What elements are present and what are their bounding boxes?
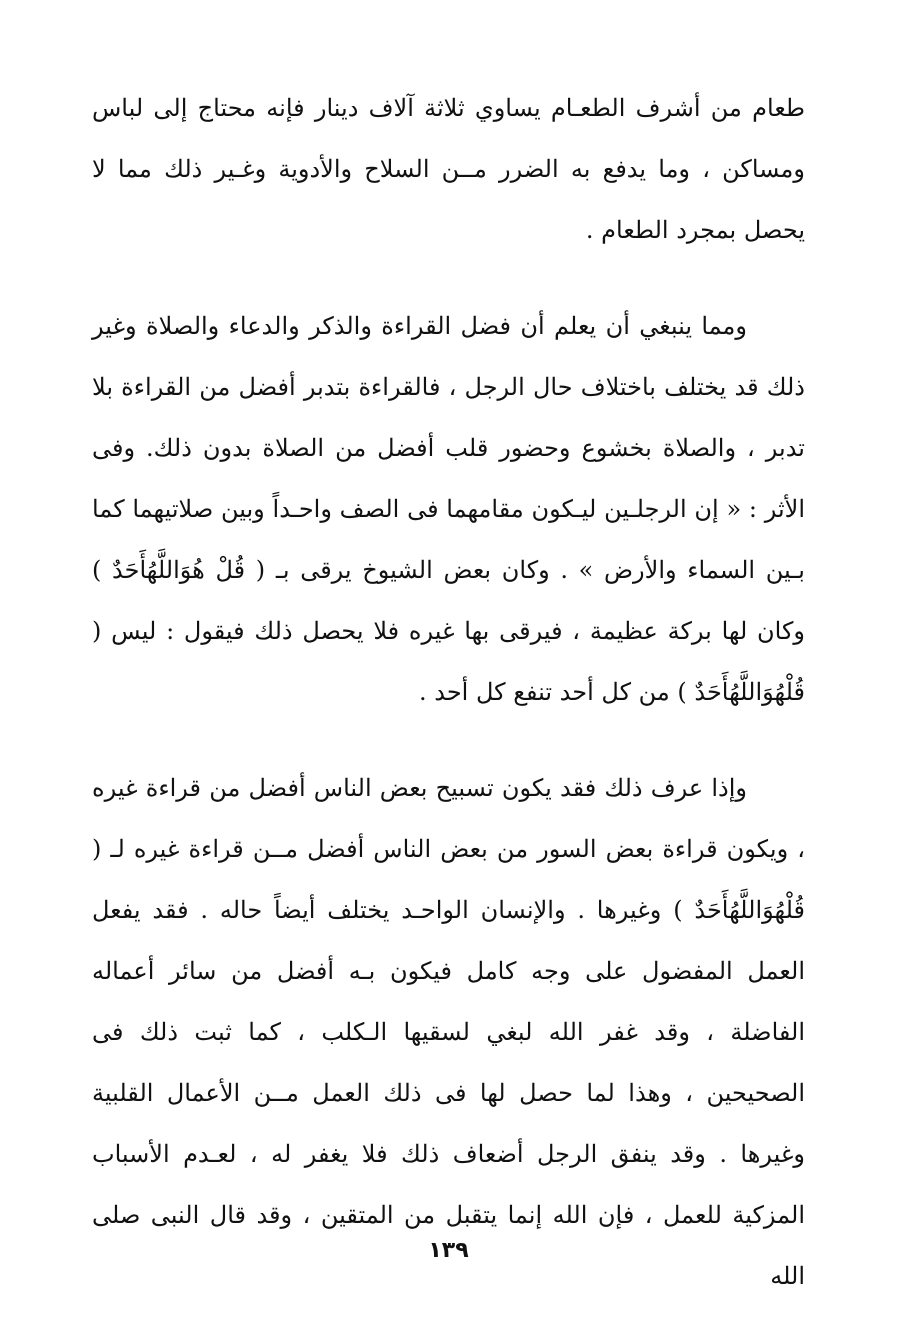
paragraph-2: ومما ينبغي أن يعلم أن فضل القراءة والذكر والدعاء والصلاة وغير ذلك قد يختلف باختلاف حال الرجل ، فالقراءة بتدبر أفضل من القراءة بلا تدبر ، والصلاة بخشوع وحضور قلب أفضل من الصلاة بدون ذلك. وفى الأثر : « إن الرجلـين ليـكون مقامهما فى الصف واحـداً وبين صلاتيهما كما بـين السماء والأرض » . وكان بعض الشيوخ يرقى بـ ( قُلْ هُوَاللَّهُأَحَدٌ ) وكان لها بركة عظيمة ، فيرقى بها غيره فلا يحصل ذلك فيقول : ليس ( قُلْهُوَاللَّهُأَحَدٌ ) من كل أحد تنفع كل أحد . [92, 312, 805, 706]
page-body [92, 78, 805, 1307]
paragraph-1: طعام من أشرف الطعـام يساوي ثلاثة آلاف دينار فإنه محتاج إلى لباس ومساكن ، وما يدفع به الضرر مــن السلاح والأدوية وغـير ذلك مما لا يحصل بمجرد الطعام . [92, 94, 806, 244]
paragraph-3: وإذا عرف ذلك فقد يكون تسبيح بعض الناس أفضل من قراءة غيره ، ويكون قراءة بعض السور من بعض الناس أفضل مــن قراءة غيره لـ ( قُلْهُوَاللَّهُأَحَدٌ ) وغيرها . والإنسان الواحـد يختلف أيضاً حاله . فقد يفعل العمل المفضول على وجه كامل فيكون بـه أفضل من سائر أعماله الفاضلة ، وقد غفر الله لبغي لسقيها الـكلب ، كما ثبت ذلك فى الصحيحين ، وهذا لما حصل لها فى ذلك العمل مــن الأعمال القلبية وغيرها . وقد ينفق الرجل أضعاف ذلك فلا يغفر له ، لعـدم الأسباب المزكية للعمل ، فإن الله إنما يتقبل من المتقين ، وقد قال النبى صلى الله [92, 774, 805, 1290]
page-number: ١٣٩ [428, 1238, 469, 1263]
